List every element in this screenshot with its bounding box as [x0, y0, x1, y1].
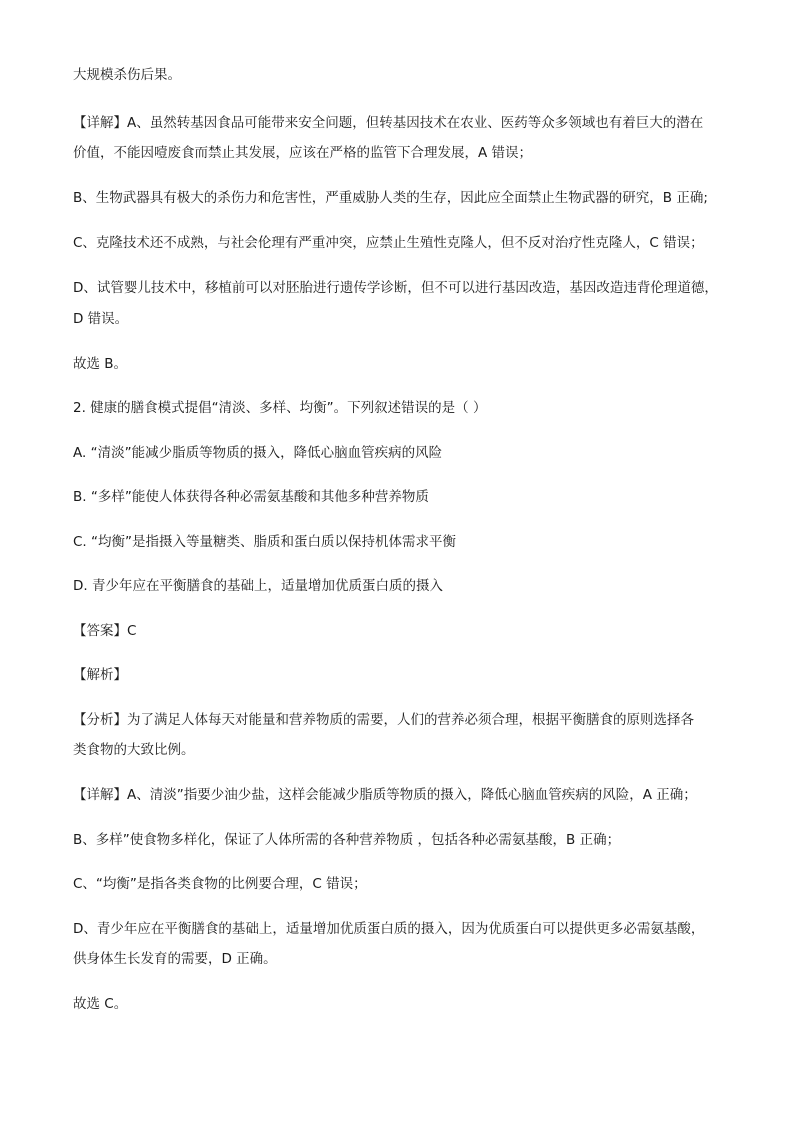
question-2-detail-c: C、“均衡”是指各类食物的比例要合理，C 错误；	[73, 876, 367, 892]
question-2-detail-d-2: 供身体生长发育的需要，D 正确。	[73, 951, 277, 967]
question-2-stem: 2. 健康的膳食模式提倡“清淡、多样、均衡”。下列叙述错误的是（ ）	[73, 400, 487, 416]
question-2-option-a: A. “清淡”能减少脂质等物质的摄入，降低心脑血管疾病的风险	[73, 445, 443, 461]
text-line-explanation-b: B、生物武器具有极大的杀伤力和危害性，严重威胁人类的生存，因此应全面禁止生物武器的研究，B 正确;	[73, 190, 708, 206]
text-line-explanation-a-2: 价值，不能因噎废食而禁止其发展，应该在严格的监管下合理发展，A 错误；	[73, 145, 533, 161]
question-2-answer-choice: 故选 C。	[73, 996, 128, 1012]
question-2-detail-a: 【详解】A、清淡”指要少油少盐，这样会能减少脂质等物质的摄入，降低心脑血管疾病的风险，A 正确；	[73, 787, 697, 803]
text-line-explanation-d-2: D 错误。	[73, 311, 129, 327]
question-2-option-c: C. “均衡”是指摄入等量糖类、脂质和蛋白质以保持机体需求平衡	[73, 534, 456, 550]
question-2-option-d: D. 青少年应在平衡膳食的基础上，适量增加优质蛋白质的摄入	[73, 578, 443, 594]
question-2-analysis: 【分析】为了满足人体每天对能量和营养物质的需要，人们的营养必须合理，根据平衡膳食的原则选择各	[73, 712, 694, 728]
question-2-option-b: B. “多样”能使人体获得各种必需氨基酸和其他多种营养物质	[73, 489, 429, 505]
text-line-explanation-a: 【详解】A、虽然转基因食品可能带来安全问题，但转基因技术在农业、医药等众多领域也有着巨大的潜在	[73, 115, 704, 131]
text-line-explanation-d: D、试管婴儿技术中，移植前可以对胚胎进行遗传学诊断，但不可以进行基因改造，基因改造违背伦理道德，	[73, 280, 718, 296]
question-2-analysis-heading: 【解析】	[73, 667, 127, 683]
text-line-answer-choice-1: 故选 B。	[73, 356, 128, 372]
text-line-explanation-c: C、克隆技术还不成熟，与社会伦理有严重冲突，应禁止生殖性克隆人，但不反对治疗性克隆人，C 错误；	[73, 235, 704, 251]
question-2-detail-d: D、青少年应在平衡膳食的基础上，适量增加优质蛋白质的摄入，因为优质蛋白可以提供更多必需氨基酸，	[73, 921, 705, 937]
text-line-continuation: 大规模杀伤后果。	[73, 67, 181, 83]
question-2-answer: 【答案】C	[73, 623, 137, 639]
question-2-detail-b: B、多样”使食物多样化，保证了人体所需的各种营养物质 ，包括各种必需氨基酸，B 正确；	[73, 832, 621, 848]
question-2-analysis-2: 类食物的大致比例。	[73, 742, 195, 758]
